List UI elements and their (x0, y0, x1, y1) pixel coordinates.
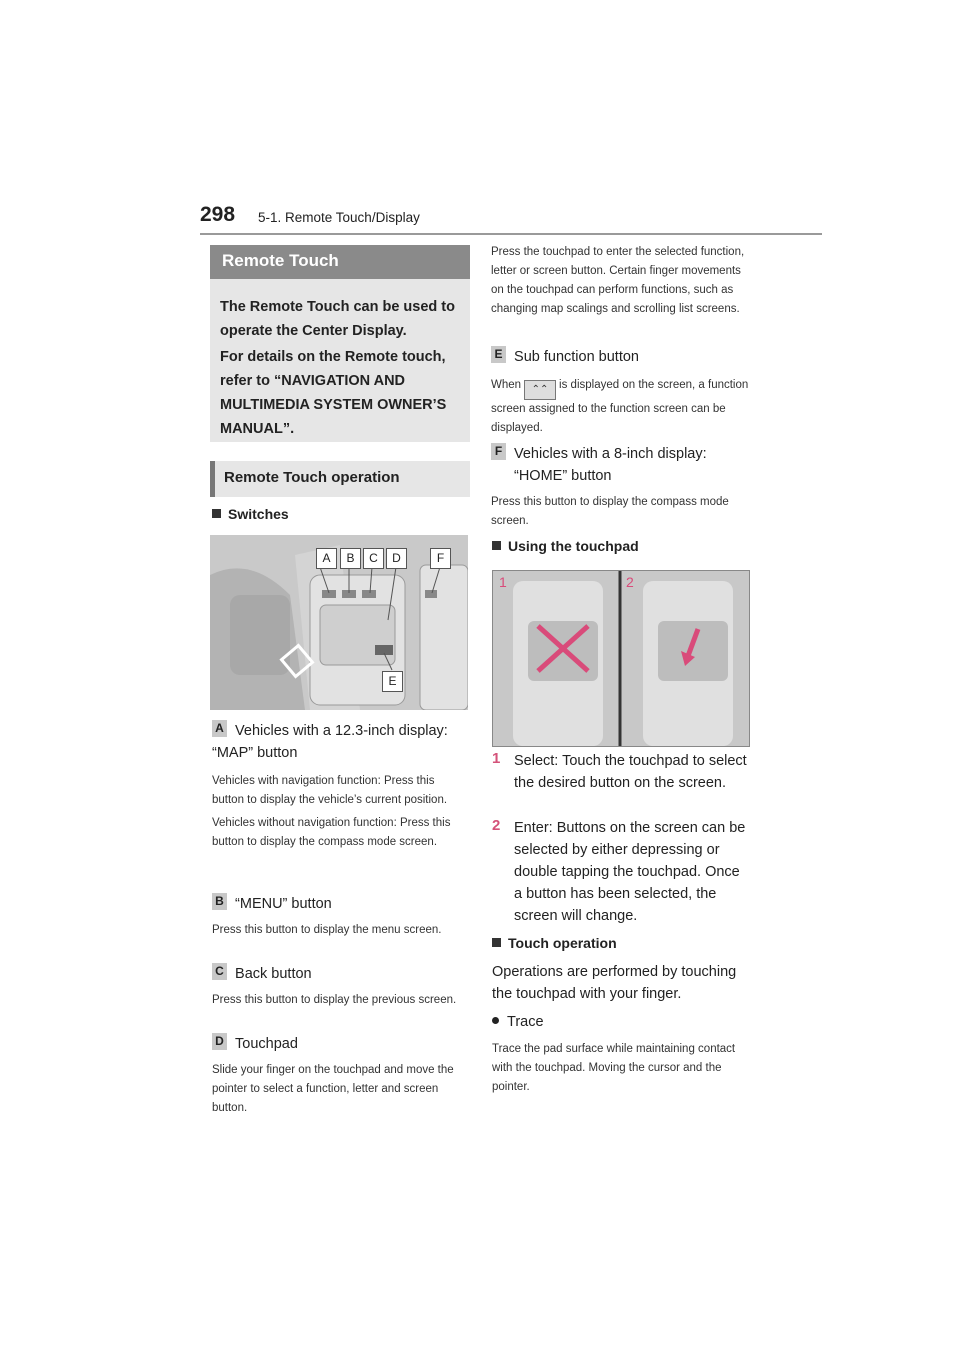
item-c-title: Back button (235, 966, 312, 982)
callout-f: F (430, 548, 451, 569)
item-f-desc: Press this button to display the compass mode screen. (491, 496, 729, 527)
label-f: F (491, 443, 506, 460)
operation-title-bar (210, 461, 470, 497)
page-number: 298 (200, 203, 236, 226)
label-d: D (212, 1033, 227, 1050)
trace-desc: Trace the pad surface while maintaining contact with the touchpad. Moving the cursor and the pointer. (492, 1043, 736, 1093)
intro-p1: The Remote Touch can be used to operate the Center Display. (220, 299, 455, 339)
square-bullet-icon (212, 509, 221, 518)
step-2-text: Enter: Buttons on the screen can be selected by either depressing or double tapping the touchpad. Once a button has been selected, the screen will change. (514, 820, 746, 924)
callout-e: E (382, 671, 403, 692)
remote-touch-title-bar (210, 245, 470, 279)
touch-operation-intro: Operations are performed by touching the touchpad with your finger. (492, 964, 737, 1002)
item-b (212, 893, 467, 940)
square-bullet-icon (492, 938, 501, 947)
remote-touch-title: Remote Touch (222, 251, 339, 270)
item-d-title: Touchpad (235, 1036, 298, 1052)
item-a-title: A Vehicles with a 12.3-inch display: “MAP” button (212, 721, 448, 761)
item-e-desc: When ⌃⌃ is displayed on the screen, a function screen assigned to the function screen can be displayed. (491, 379, 749, 434)
item-c (212, 963, 467, 1010)
operation-title: Remote Touch operation (224, 469, 400, 486)
callout-a: A (316, 548, 337, 569)
double-chevron-up-icon: ⌃⌃ (524, 380, 556, 400)
intro-p2: For details on the Remote touch, refer to “NAVIGATION AND MULTIMEDIA SYSTEM OWNER’S MANUAL”. (220, 349, 447, 437)
label-b: B (212, 893, 227, 910)
item-b-desc: Press this button to display the menu screen. (212, 924, 442, 936)
header-rule (200, 233, 822, 235)
item-d (212, 1033, 467, 1118)
label-c: C (212, 963, 227, 980)
label-e: E (491, 346, 506, 363)
touchpad-figure (492, 570, 750, 747)
switches-figure (210, 535, 468, 710)
intro-panel (210, 279, 470, 442)
switches-heading: Switches (212, 506, 289, 522)
step-2-number: 2 (492, 817, 501, 834)
callout-b: B (340, 548, 361, 569)
item-c-desc: Press this button to display the previous screen. (212, 994, 457, 1006)
section-title: 5-1. Remote Touch/Display (258, 210, 420, 225)
step-1-number: 1 (492, 750, 501, 767)
item-a-desc-1: Vehicles with navigation function: Press this button to display the vehicle’s current position. (212, 775, 448, 806)
item-e (491, 346, 749, 438)
touchpad-heading: Using the touchpad (492, 538, 639, 554)
step-2 (492, 817, 750, 927)
item-e-title: Sub function button (514, 349, 639, 365)
step-1-text: Select: Touch the touchpad to select the desired button on the screen. (514, 753, 747, 791)
item-d-desc: Slide your finger on the touchpad and move the pointer to select a function, letter and screen button. (212, 1064, 454, 1114)
trace-bullet: Trace (492, 1011, 544, 1033)
figure-label-2: 2 (626, 574, 634, 590)
item-a (212, 720, 467, 852)
item-f (491, 443, 749, 531)
item-d-continued: Press the touchpad to enter the selected function, letter or screen button. Certain finger movements on the touchpad can perform functions, such as changing map scalings and scrolling list screens. (491, 246, 745, 315)
item-b-title: “MENU” button (235, 896, 332, 912)
square-bullet-icon (492, 541, 501, 550)
callout-d: D (386, 548, 407, 569)
touch-operation-heading: Touch operation (492, 935, 617, 951)
item-a-desc-2: Vehicles without navigation function: Press this button to display the compass mode screen. (212, 817, 451, 848)
step-1 (492, 750, 750, 794)
item-f-title: Vehicles with a 8-inch display: “HOME” button (514, 446, 707, 484)
figure-label-1: 1 (499, 574, 507, 590)
callout-c: C (363, 548, 384, 569)
label-a: A (212, 720, 227, 737)
dot-bullet-icon (492, 1017, 499, 1024)
touchpad-illustration (493, 571, 749, 746)
